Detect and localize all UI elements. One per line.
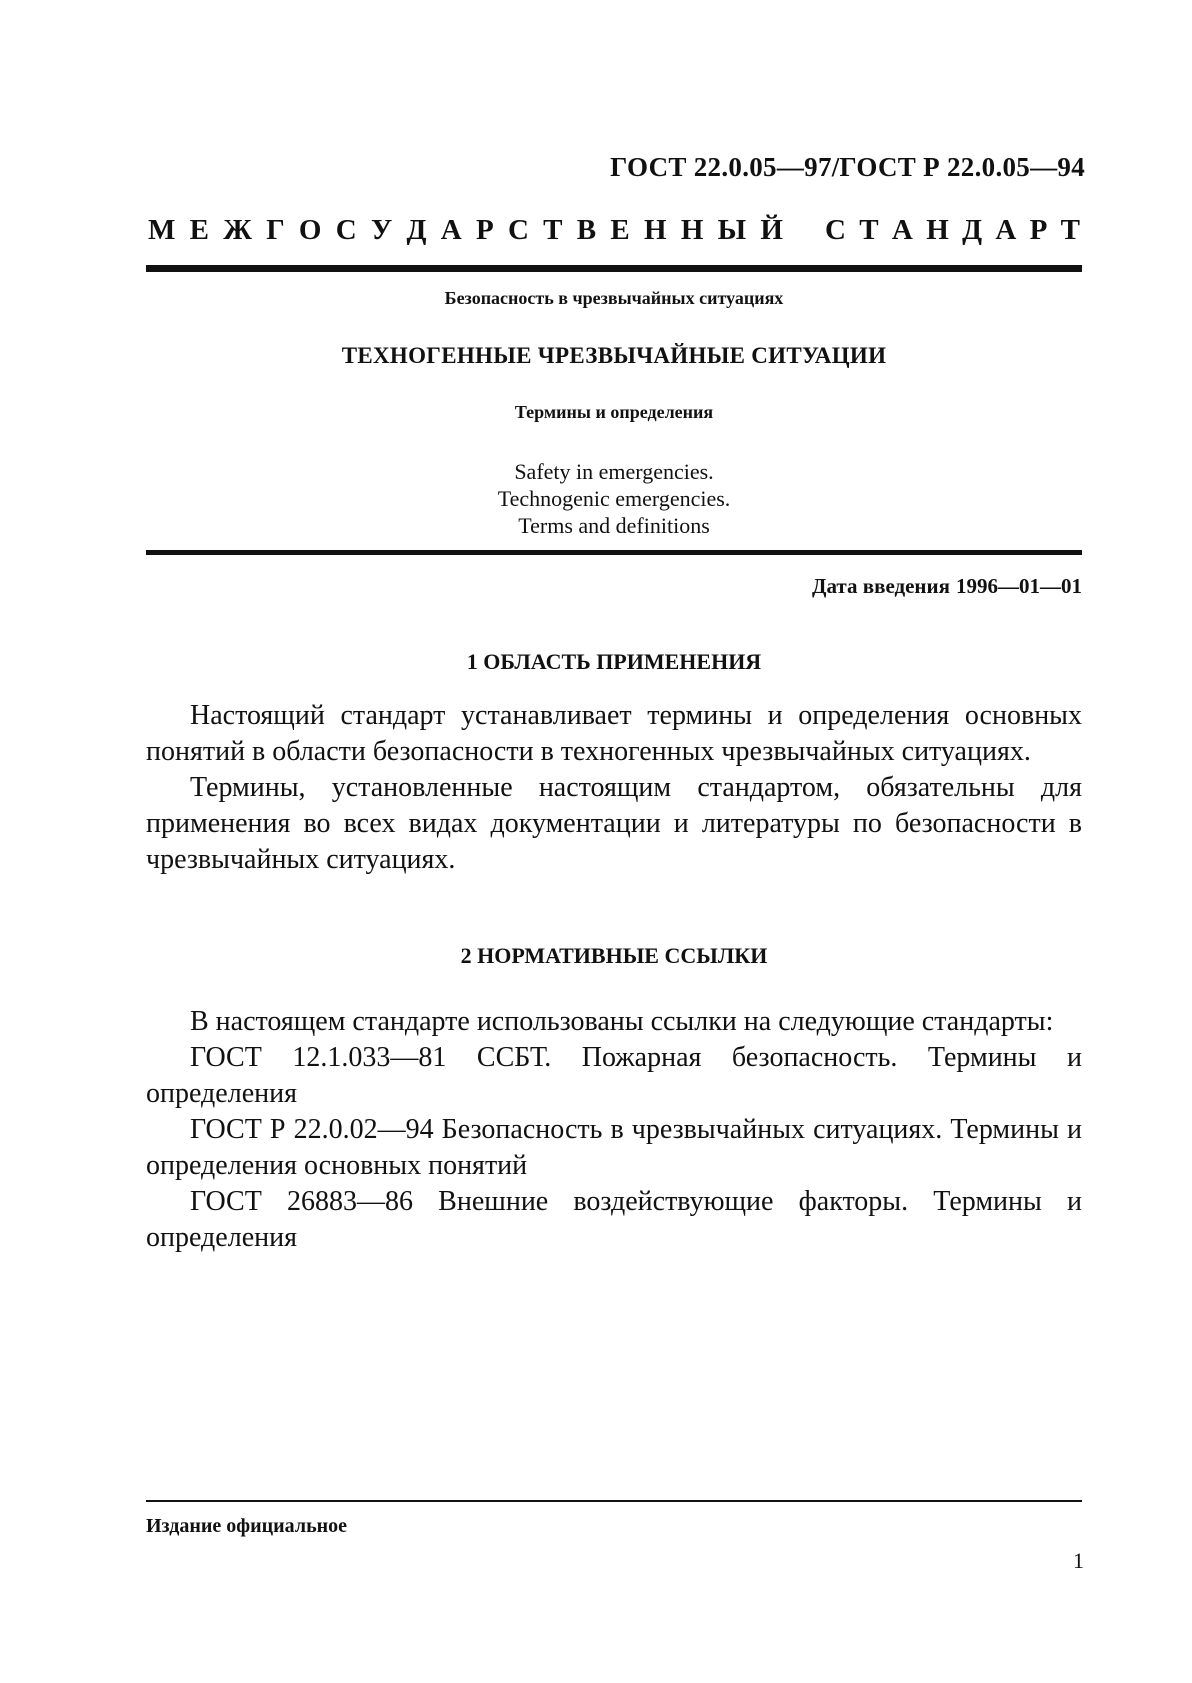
english-title-line: Safety in emergencies. xyxy=(514,459,714,484)
header-letter: Й xyxy=(760,214,783,246)
page-number: 1 xyxy=(1073,1548,1084,1573)
reference-item: ГОСТ 12.1.033—81 ССБТ. Пожарная безопасность. Термины и определения xyxy=(146,1042,1082,1109)
paragraph: Настоящий стандарт устанавливает термины и определения основных понятий в области безопасности в техногенных чрезвычайных ситуациях. xyxy=(146,700,1082,767)
header-letter: Р xyxy=(1029,214,1048,246)
header-letter: Д xyxy=(962,214,983,246)
intro-date-label: Дата введения xyxy=(812,574,950,598)
header-letter: М xyxy=(148,214,176,246)
section-heading-references: 2 НОРМАТИВНЫЕ ССЫЛКИ xyxy=(460,943,768,968)
header-letter: Т xyxy=(859,214,879,246)
header-letter: А xyxy=(891,214,913,246)
intro-date-value: 1996—01—01 xyxy=(956,574,1082,598)
header-letter: Н xyxy=(644,214,667,246)
header-letter: В xyxy=(576,214,597,246)
paragraph: Термины, установленные настоящим стандартом, обязательны для применения во всех видах документации и литературы по безопасности в чрезвычайных ситуациях. xyxy=(146,772,1082,875)
header-word-standard xyxy=(825,214,1080,247)
english-title xyxy=(146,458,1082,539)
header-letter: Д xyxy=(406,214,427,246)
header-letter: А xyxy=(440,214,462,246)
header-letter: Н xyxy=(926,214,949,246)
header-letter: Г xyxy=(266,214,285,246)
header-letter: Н xyxy=(680,214,704,246)
paragraph: В настоящем стандарте использованы ссылки на следующие стандарты: xyxy=(190,1006,1054,1037)
middle-rule xyxy=(146,550,1082,555)
main-title: ТЕХНОГЕННЫЕ ЧРЕЗВЫЧАЙНЫЕ СИТУАЦИИ xyxy=(341,343,887,368)
reference-item: ГОСТ Р 22.0.02—94 Безопасность в чрезвычайных ситуациях. Термины и определения основных понятий xyxy=(146,1114,1082,1181)
header-letter: С xyxy=(825,214,846,246)
subtitle: Термины и определения xyxy=(514,402,714,422)
header-letter: У xyxy=(370,214,393,246)
section-heading-scope: 1 ОБЛАСТЬ ПРИМЕНЕНИЯ xyxy=(466,649,762,674)
header-letter: Ы xyxy=(717,214,747,246)
series-title: Безопасность в чрезвычайных ситуациях xyxy=(444,288,784,308)
reference-item: ГОСТ 26883—86 Внешние воздействующие факторы. Термины и определения xyxy=(146,1186,1082,1253)
english-title-line: Technogenic emergencies. xyxy=(497,486,731,511)
section-references-body xyxy=(146,1004,1082,1256)
english-title-line: Terms and definitions xyxy=(518,513,710,538)
header-letter: Е xyxy=(610,214,630,246)
section-scope-body xyxy=(146,698,1082,878)
header-word-interstate xyxy=(148,214,783,247)
header-letter: Ж xyxy=(223,214,252,246)
edition-label: Издание официальное xyxy=(146,1515,348,1537)
header-letter: С xyxy=(507,214,529,246)
header-letter: С xyxy=(335,214,357,246)
document-number: ГОСТ 22.0.05—97/ГОСТ Р 22.0.05—94 xyxy=(610,152,1085,182)
header-letter: Е xyxy=(189,214,209,246)
header-letter: Р xyxy=(475,214,494,246)
header-letter: Т xyxy=(1060,214,1080,246)
header-letter: О xyxy=(298,214,322,246)
introduction-date xyxy=(812,574,1082,599)
footer-rule xyxy=(146,1500,1082,1502)
top-rule xyxy=(146,265,1082,272)
header-letter: А xyxy=(995,214,1017,246)
header-letter: Т xyxy=(543,214,563,246)
interstate-standard-header xyxy=(148,214,1080,247)
